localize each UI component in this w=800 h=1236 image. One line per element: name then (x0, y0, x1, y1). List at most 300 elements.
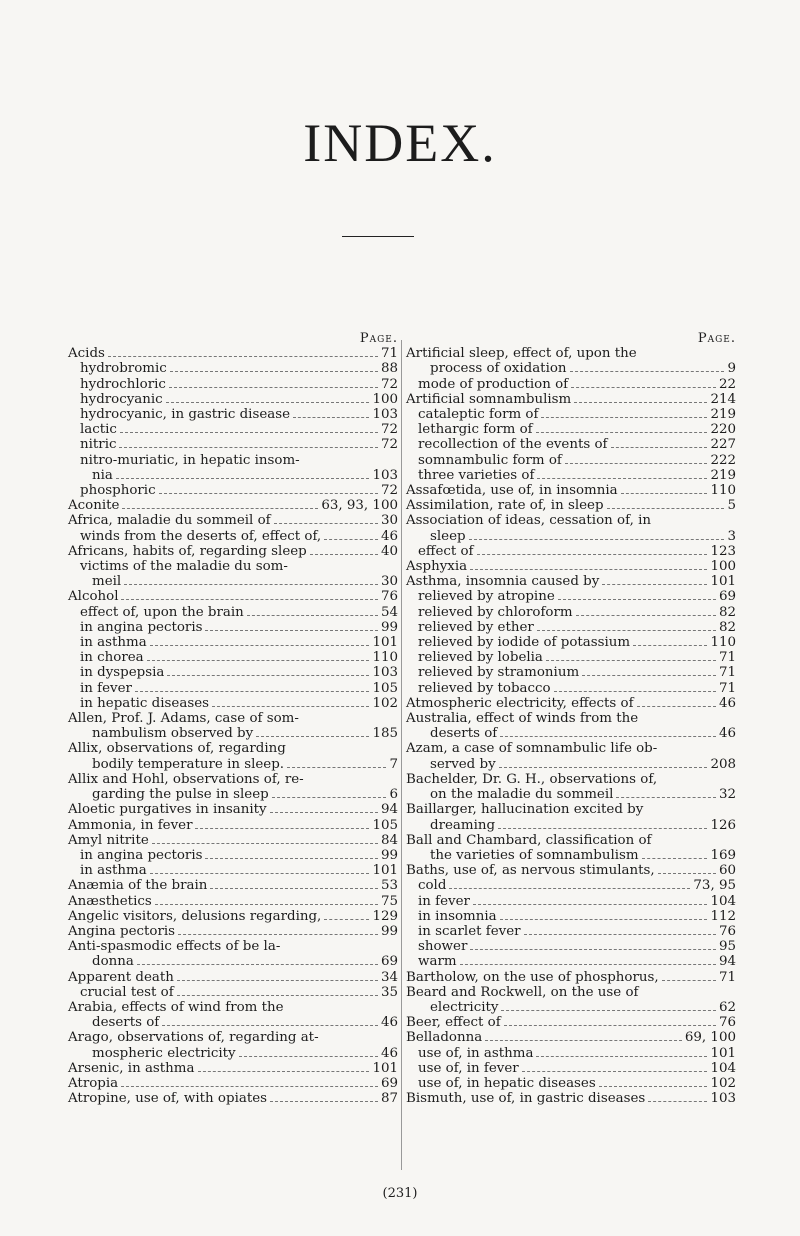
dot-leader (166, 402, 370, 403)
index-entry-text: relieved by ether (418, 619, 534, 635)
index-entry (406, 544, 736, 559)
index-entry-text: in asthma (80, 863, 147, 879)
dot-leader (449, 888, 690, 889)
index-entry-text: phosphoric (80, 483, 156, 499)
index-entry-text: relieved by iodide of potassium (418, 635, 631, 651)
index-entry (68, 529, 398, 544)
dot-leader (122, 508, 318, 509)
index-entry (406, 1030, 736, 1045)
page-column-header: Page. (359, 331, 398, 346)
dot-leader (205, 858, 377, 859)
index-entry-text: Assimilation, rate of, in sleep (406, 498, 604, 514)
index-entry (68, 437, 398, 452)
index-entry (68, 1046, 398, 1061)
index-entry-text: use of, in fever (418, 1060, 519, 1076)
index-entry-text: Aloetic purgatives in insanity (68, 802, 267, 818)
dot-leader (170, 371, 378, 372)
index-entry (68, 787, 398, 802)
dot-leader (522, 1071, 708, 1072)
index-entry-text: nambulism observed by (92, 726, 254, 742)
index-page-ref: 102 (372, 695, 398, 711)
index-entry (406, 787, 736, 802)
index-entry-text: relieved by tobacco (418, 680, 551, 696)
dot-leader (469, 539, 725, 540)
index-entry-text: Bartholow, on the use of phosphorus, (406, 969, 659, 985)
dot-leader (137, 964, 378, 965)
title-rule (342, 236, 414, 237)
index-entry (406, 605, 736, 620)
index-entry-text: Baths, use of, as nervous stimulants, (406, 863, 655, 879)
index-entry-text: the varieties of somnambulism (430, 847, 639, 863)
index-entry-text: relieved by stramonium (418, 665, 580, 681)
index-entry (406, 696, 736, 711)
index-entry-text: Allix, observations of, regarding (68, 741, 286, 757)
index-page-ref: 104 (710, 1060, 736, 1076)
index-page-ref: 60 (718, 863, 736, 879)
dot-leader (470, 569, 707, 570)
index-page-ref: 46 (380, 1015, 398, 1031)
dot-leader (565, 463, 708, 464)
index-entry (406, 483, 736, 498)
index-page-ref: 105 (372, 680, 398, 696)
index-entry-text: Baillarger, hallucination excited by (406, 802, 644, 818)
index-entry (68, 407, 398, 422)
index-page-ref: 220 (710, 422, 736, 438)
index-page-ref: 69, 100 (684, 1030, 736, 1046)
index-entry-text: Anti-spasmodic effects of be la- (68, 939, 281, 955)
index-page-ref: 53 (380, 878, 398, 894)
index-page-ref: 71 (718, 680, 736, 696)
index-entry (68, 726, 398, 741)
index-entry-text: donna (92, 954, 134, 970)
index-entry-text: hydrocyanic, in gastric disease (80, 407, 291, 423)
index-page-ref: 35 (380, 984, 398, 1000)
index-entry-text: Bismuth, use of, in gastric diseases (406, 1091, 646, 1107)
index-entry-text: in dyspepsia (80, 665, 165, 681)
dot-leader (500, 919, 708, 920)
index-entry (68, 833, 398, 848)
index-entry-text: nitro-muriatic, in hepatic insom- (80, 452, 300, 468)
index-entry-text: deserts of (430, 726, 498, 742)
index-page-ref: 94 (718, 954, 736, 970)
index-entry-text: Apparent death (68, 969, 174, 985)
index-page-ref: 82 (718, 619, 736, 635)
index-entry-text: Ammonia, in fever (68, 817, 193, 833)
dot-leader (658, 873, 716, 874)
index-entry-text: Anæsthetics (68, 893, 152, 909)
index-entry-text: in angina pectoris (80, 847, 203, 863)
dot-leader (460, 964, 716, 965)
index-entry-text: victims of the maladie du som- (80, 559, 288, 575)
dot-leader (537, 478, 707, 479)
index-page-ref: 103 (372, 665, 398, 681)
index-entry (68, 894, 398, 909)
index-page-ref: 88 (380, 361, 398, 377)
index-entry-text: Allen, Prof. J. Adams, case of som- (68, 711, 299, 727)
dot-leader (574, 402, 707, 403)
dot-leader (155, 904, 378, 905)
index-page-ref: 101 (372, 1060, 398, 1076)
index-entry-text: relieved by chloroform (418, 604, 573, 620)
dot-leader (293, 417, 369, 418)
index-entry-text: crucial test of (80, 984, 174, 1000)
index-entry-text: nia (92, 467, 113, 483)
index-page-ref: 3 (727, 528, 736, 544)
index-page-ref: 69 (380, 1075, 398, 1091)
index-entry (68, 620, 398, 635)
index-page-ref: 63, 93, 100 (321, 498, 398, 514)
index-page-ref: 46 (718, 695, 736, 711)
index-page-ref: 99 (380, 847, 398, 863)
index-entry (406, 407, 736, 422)
index-page-ref: 99 (380, 923, 398, 939)
index-column-right (406, 331, 736, 1106)
index-page-ref: 9 (727, 361, 736, 377)
index-page-ref: 71 (718, 665, 736, 681)
index-entry-text: warm (418, 954, 457, 970)
dot-leader (602, 584, 707, 585)
index-entry (406, 757, 736, 772)
index-entry (406, 1061, 736, 1076)
index-entry-text: in fever (80, 680, 132, 696)
dot-leader (498, 828, 707, 829)
dot-leader (524, 934, 716, 935)
index-entry (406, 1046, 736, 1061)
index-page-ref: 129 (372, 908, 398, 924)
index-entry-text: mospheric electricity (92, 1045, 236, 1061)
index-entry-text: hydrocyanic (80, 391, 163, 407)
index-entry-text: Africa, maladie du sommeil of (68, 513, 271, 529)
index-entry-text: Arago, observations of, regarding at- (68, 1030, 319, 1046)
index-entry (68, 544, 398, 559)
index-entry-text: Atropine, use of, with opiates (68, 1091, 268, 1107)
index-page-ref: 72 (380, 376, 398, 392)
dot-leader (324, 919, 369, 920)
dot-leader (324, 539, 378, 540)
index-page-ref: 30 (380, 513, 398, 529)
index-page-ref: 101 (372, 635, 398, 651)
index-entry-text: lethargic form of (418, 422, 533, 438)
index-page-ref: 112 (710, 908, 736, 924)
index-entry (406, 635, 736, 650)
index-page-ref: 46 (380, 528, 398, 544)
dot-leader (499, 767, 708, 768)
index-page-ref: 22 (718, 376, 736, 392)
dot-leader (121, 1086, 378, 1087)
index-page-ref: 103 (372, 407, 398, 423)
index-page-ref: 34 (380, 969, 398, 985)
index-entry-text: winds from the deserts of, effect of, (80, 528, 322, 544)
index-entry-text: effect of (418, 543, 474, 559)
index-page-ref: 101 (372, 863, 398, 879)
index-entry (68, 635, 398, 650)
index-entry (406, 589, 736, 604)
dot-leader (169, 387, 378, 388)
index-entry-text: in asthma (80, 635, 147, 651)
page-title: INDEX. (303, 113, 497, 173)
dot-leader (662, 980, 716, 981)
index-entry-text: on the maladie du sommeil (430, 787, 614, 803)
index-entry-text: recollection of the events of (418, 437, 608, 453)
dot-leader (195, 828, 369, 829)
index-entry (68, 954, 398, 969)
index-entry-text: relieved by atropine (418, 589, 555, 605)
index-entry-text: Anæmia of the brain (68, 878, 208, 894)
dot-leader (470, 949, 716, 950)
dot-leader (270, 812, 378, 813)
index-entry (68, 878, 398, 893)
dot-leader (124, 584, 378, 585)
index-entry-text: Angina pectoris (68, 923, 176, 939)
dot-leader (198, 1071, 370, 1072)
index-entry (406, 361, 736, 376)
index-entry-text: Aconite (68, 498, 120, 514)
index-page-ref: 185 (372, 726, 398, 742)
index-entry (68, 681, 398, 696)
index-entry (406, 954, 736, 969)
index-entry (68, 818, 398, 833)
dot-leader (167, 675, 369, 676)
dot-leader (150, 873, 370, 874)
index-page-ref: 40 (380, 543, 398, 559)
index-entry (406, 559, 736, 574)
index-entry (406, 1076, 736, 1091)
index-list-right (406, 346, 736, 1106)
dot-leader (287, 767, 386, 768)
index-entry-text: hydrochloric (80, 376, 166, 392)
index-page-ref: 6 (389, 787, 398, 803)
index-entry-text: Arsenic, in asthma (68, 1060, 195, 1076)
dot-leader (611, 447, 708, 448)
index-entry-text: Beard and Rockwell, on the use of (406, 984, 639, 1000)
index-page-ref: 208 (710, 756, 736, 772)
index-entry (68, 757, 398, 772)
index-entry (406, 878, 736, 893)
dot-leader (616, 797, 716, 798)
index-page-ref: 101 (710, 1045, 736, 1061)
index-page-ref: 84 (380, 832, 398, 848)
index-entry-text: process of oxidation (430, 361, 567, 377)
dot-leader (536, 432, 708, 433)
index-page-ref: 214 (710, 391, 736, 407)
index-page-ref: 71 (718, 650, 736, 666)
dot-leader (210, 888, 378, 889)
index-page-ref: 99 (380, 619, 398, 635)
index-page-ref: 30 (380, 574, 398, 590)
index-page-ref: 73, 95 (693, 878, 736, 894)
index-page-ref: 105 (372, 817, 398, 833)
index-page-ref: 100 (710, 559, 736, 575)
index-column-left (68, 331, 398, 1106)
dot-leader (239, 1056, 378, 1057)
index-entry-text: dreaming (430, 817, 496, 833)
index-page-ref: 32 (718, 787, 736, 803)
index-entry-text: electricity (430, 999, 499, 1015)
index-entry-text: Beer, effect of (406, 1015, 501, 1031)
index-entry-text: lactic (80, 422, 117, 438)
index-entry-text: Australia, effect of winds from the (406, 711, 639, 727)
dot-leader (541, 417, 707, 418)
index-entry (406, 437, 736, 452)
index-entry-text: Atmospheric electricity, effects of (406, 695, 634, 711)
index-page-ref: 46 (718, 726, 736, 742)
dot-leader (504, 1025, 716, 1026)
index-page-ref: 72 (380, 437, 398, 453)
index-entry (406, 498, 736, 513)
index-entry (68, 513, 398, 528)
index-entry (406, 377, 736, 392)
index-entry (406, 1015, 736, 1030)
index-page-ref: 82 (718, 604, 736, 620)
index-entry-text: Association of ideas, cessation of, in (406, 513, 651, 529)
index-entry-text: in angina pectoris (80, 619, 203, 635)
index-entry (406, 392, 736, 407)
dot-leader (637, 706, 716, 707)
index-entry (406, 620, 736, 635)
index-entry-text: shower (418, 939, 468, 955)
index-entry-text: garding the pulse in sleep (92, 787, 269, 803)
index-page-ref: 72 (380, 483, 398, 499)
index-entry (68, 970, 398, 985)
dot-leader (135, 691, 370, 692)
index-entry-text: Assafœtida, use of, in insomnia (406, 483, 618, 499)
dot-leader (648, 1101, 707, 1102)
index-entry-text: Asthma, insomnia caused by (406, 574, 600, 590)
index-page-ref: 94 (380, 802, 398, 818)
index-entry-text: Artificial sleep, effect of, upon the (406, 346, 637, 362)
index-entry (68, 1061, 398, 1076)
index-entry-text: hydrobromic (80, 361, 167, 377)
index-entry-text: use of, in asthma (418, 1045, 534, 1061)
dot-leader (147, 660, 370, 661)
dot-leader (162, 1025, 378, 1026)
page-number: (231) (382, 1186, 418, 1201)
index-entry (68, 924, 398, 939)
dot-leader (256, 736, 369, 737)
index-entry (68, 1076, 398, 1091)
dot-leader (274, 523, 378, 524)
index-page-ref: 222 (710, 452, 736, 468)
dot-leader (108, 356, 378, 357)
index-entry (406, 1000, 736, 1015)
dot-leader (554, 691, 716, 692)
dot-leader (152, 843, 378, 844)
index-entry (68, 589, 398, 604)
dot-leader (178, 934, 378, 935)
index-entry (68, 483, 398, 498)
index-page-ref: 5 (727, 498, 736, 514)
dot-leader (159, 493, 378, 494)
index-entry-text: Alcohol (68, 589, 119, 605)
index-entry-text: relieved by lobelia (418, 650, 543, 666)
index-entry (68, 909, 398, 924)
index-entry-text: cataleptic form of (418, 407, 539, 423)
dot-leader (599, 1086, 708, 1087)
index-entry-text: Arabia, effects of wind from the (68, 999, 284, 1015)
index-page-ref: 123 (710, 543, 736, 559)
index-entry (68, 498, 398, 513)
index-entry (68, 392, 398, 407)
index-entry (68, 361, 398, 376)
dot-leader (621, 493, 708, 494)
index-entry-text: in insomnia (418, 908, 497, 924)
index-entry-text: served by (430, 756, 496, 772)
dot-leader (119, 447, 377, 448)
index-entry (68, 1015, 398, 1030)
index-entry (68, 605, 398, 620)
dot-leader (205, 630, 377, 631)
index-entry-text: Belladonna (406, 1030, 483, 1046)
index-entry (406, 894, 736, 909)
index-page-ref: 219 (710, 407, 736, 423)
index-entry (406, 939, 736, 954)
index-entry (68, 650, 398, 665)
index-page-ref: 219 (710, 467, 736, 483)
index-page-ref: 87 (380, 1091, 398, 1107)
dot-leader (120, 432, 378, 433)
dot-leader (570, 371, 725, 372)
index-entry (68, 468, 398, 483)
index-entry (68, 1091, 398, 1106)
index-page-ref: 227 (710, 437, 736, 453)
index-entry (406, 909, 736, 924)
index-entry-text: in chorea (80, 650, 144, 666)
dot-leader (571, 387, 716, 388)
index-entry (406, 818, 736, 833)
index-page-ref: 62 (718, 999, 736, 1015)
dot-leader (546, 660, 716, 661)
dot-leader (501, 1010, 716, 1011)
index-page-ref: 103 (710, 1091, 736, 1107)
index-entry-text: use of, in hepatic diseases (418, 1075, 596, 1091)
index-entry-text: Asphyxia (406, 559, 468, 575)
index-entry (68, 985, 398, 1000)
index-page-ref: 110 (372, 650, 398, 666)
index-entry-text: Angelic visitors, delusions regarding, (68, 908, 322, 924)
index-entry-text: effect of, upon the brain (80, 604, 244, 620)
index-page-ref: 72 (380, 422, 398, 438)
dot-leader (116, 478, 370, 479)
column-divider (401, 340, 402, 1170)
index-entry (68, 665, 398, 680)
index-entry (68, 863, 398, 878)
dot-leader (270, 1101, 378, 1102)
index-entry (406, 529, 736, 544)
index-page-ref: 126 (710, 817, 736, 833)
index-entry (406, 726, 736, 741)
index-entry-text: Allix and Hohl, observations of, re- (68, 771, 304, 787)
index-entry (406, 970, 736, 985)
index-entry-text: meil (92, 574, 122, 590)
dot-leader (536, 1056, 707, 1057)
index-entry (406, 681, 736, 696)
index-entry-text: Ball and Chambard, classification of (406, 832, 652, 848)
index-entry (406, 848, 736, 863)
index-page-ref: 69 (718, 589, 736, 605)
dot-leader (500, 736, 716, 737)
dot-leader (582, 675, 716, 676)
dot-leader (177, 995, 378, 996)
index-entry-text: bodily temperature in sleep. (92, 756, 285, 772)
index-entry (406, 665, 736, 680)
index-entry-text: Africans, habits of, regarding sleep (68, 543, 307, 559)
page-column-header: Page. (697, 331, 736, 346)
index-entry (406, 650, 736, 665)
index-page-ref: 110 (710, 635, 736, 651)
index-entry (406, 574, 736, 589)
index-entry-text: nitric (80, 437, 117, 453)
index-entry-text: Azam, a case of somnambulic life ob- (406, 741, 658, 757)
